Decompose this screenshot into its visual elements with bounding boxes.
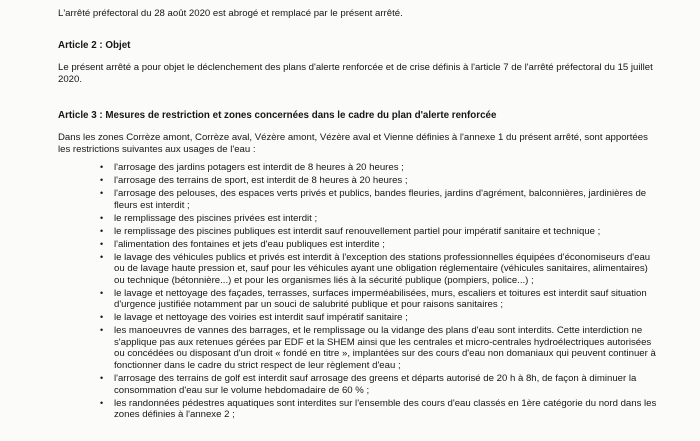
bullet-icon: • <box>100 397 104 408</box>
list-item <box>58 373 658 396</box>
bullet-icon: • <box>100 174 104 185</box>
article-3-heading: Article 3 : Mesures de restriction et zones concernées dans le cadre du plan d'alerte renforcée <box>58 110 497 121</box>
article-3-intro: Dans les zones Corrèze amont, Corrèze aval, Vézère amont, Vézère aval et Vienne définies à l'annexe 1 du présent arrêté, sont apportées les restrictions suivantes aux usages de l'eau : <box>58 132 648 155</box>
list-item <box>58 312 658 324</box>
list-item <box>58 398 658 421</box>
bullet-icon: • <box>100 287 104 298</box>
list-item-text: l'arrosage des terrains de sport, est interdit de 8 heures à 20 heures ; <box>114 174 408 186</box>
restrictions-list <box>58 162 658 422</box>
bullet-icon: • <box>100 373 104 383</box>
list-item <box>58 325 658 371</box>
bullet-icon: • <box>100 212 104 223</box>
bullet-icon: • <box>100 251 104 262</box>
intro-line: L'arrêté préfectoral du 28 août 2020 est abrogé et remplacé par le présent arrêté. <box>58 8 403 19</box>
list-item <box>58 226 658 238</box>
article-2-heading: Article 2 : Objet <box>58 40 131 51</box>
bullet-icon: • <box>100 238 104 249</box>
list-item <box>58 252 658 287</box>
list-item-text: l'alimentation des fontaines et jets d'eau publiques est interdite ; <box>114 238 385 250</box>
list-item-text: l'arrosage des terrains de golf est interdit sauf arrosage des greens et départs autorisé de 20 h à 8h, de façon à diminuer la consommation d'eau sur le volume hebdomadaire de 60 % ; <box>114 373 637 396</box>
list-item-text: le remplissage des piscines privées est interdit ; <box>114 212 318 224</box>
bullet-icon: • <box>100 162 104 172</box>
list-item-text: le lavage des véhicules publics et privés est interdit à l'exception des stations professionnelles équipées d'économiseurs d'eau ou de lavage haute pression et, sauf pour les véhicules ayant une obligation réglementaire (véhicules sanitaires, alimentaires) ou technique (bétonnière...) et pour les organismes liés à la sécurité publique (pompiers, police...) ; <box>114 251 651 286</box>
list-item <box>58 162 658 174</box>
list-item-text: le lavage et nettoyage des façades, terrasses, surfaces imperméabilisées, murs, escaliers et toitures est interdit sauf situation d'urgence justifiée notamment par un souci de salubrité publique et pour raisons sanitaires ; <box>114 287 647 311</box>
list-item <box>58 188 658 211</box>
list-item-text: le lavage et nettoyage des voiries est interdit sauf impératif sanitaire ; <box>114 312 408 324</box>
bullet-icon: • <box>100 225 104 236</box>
list-item <box>58 239 658 251</box>
list-item-text: le remplissage des piscines publiques est interdit sauf renouvellement partiel pour impératif sanitaire et technique ; <box>114 225 601 237</box>
bullet-icon: • <box>100 325 104 336</box>
list-item <box>58 213 658 225</box>
list-item <box>58 288 658 311</box>
list-item-text: les manoeuvres de vannes des barrages, et le remplissage ou la vidange des plans d'eau sont interdits. Cette interdiction ne s'applique pas aux retenues gérées par EDF et la SHEM ainsi que les centrales et micro-centrales hydroélectriques autorisées ou concédées ou disposant d'un droit « fondé en titre », implantées sur des cours d'eau non domaniaux qui peuvent continuer à fonctionner dans le cadre du strict respect de leur règlement d'eau ; <box>114 325 656 372</box>
bullet-icon: • <box>100 312 104 323</box>
article-2-text: Le présent arrêté a pour objet le déclenchement des plans d'alerte renforcée et de crise définis à l'article 7 de l'arrêté préfectoral du 15 juillet 2020. <box>58 62 653 85</box>
list-item-text: les randonnées pédestres aquatiques sont interdites sur l'ensemble des cours d'eau classés en 1ère catégorie du nord dans les zones définies à l'annexe 2 ; <box>114 397 657 421</box>
list-item-text: l'arrosage des jardins potagers est interdit de 8 heures à 20 heures ; <box>114 162 404 173</box>
list-item-text: l'arrosage des pelouses, des espaces verts privés et publics, bandes fleuries, jardins d'agrément, balconnières, jardinières de fleurs est interdit ; <box>114 187 647 211</box>
list-item <box>58 175 658 187</box>
bullet-icon: • <box>100 187 104 198</box>
